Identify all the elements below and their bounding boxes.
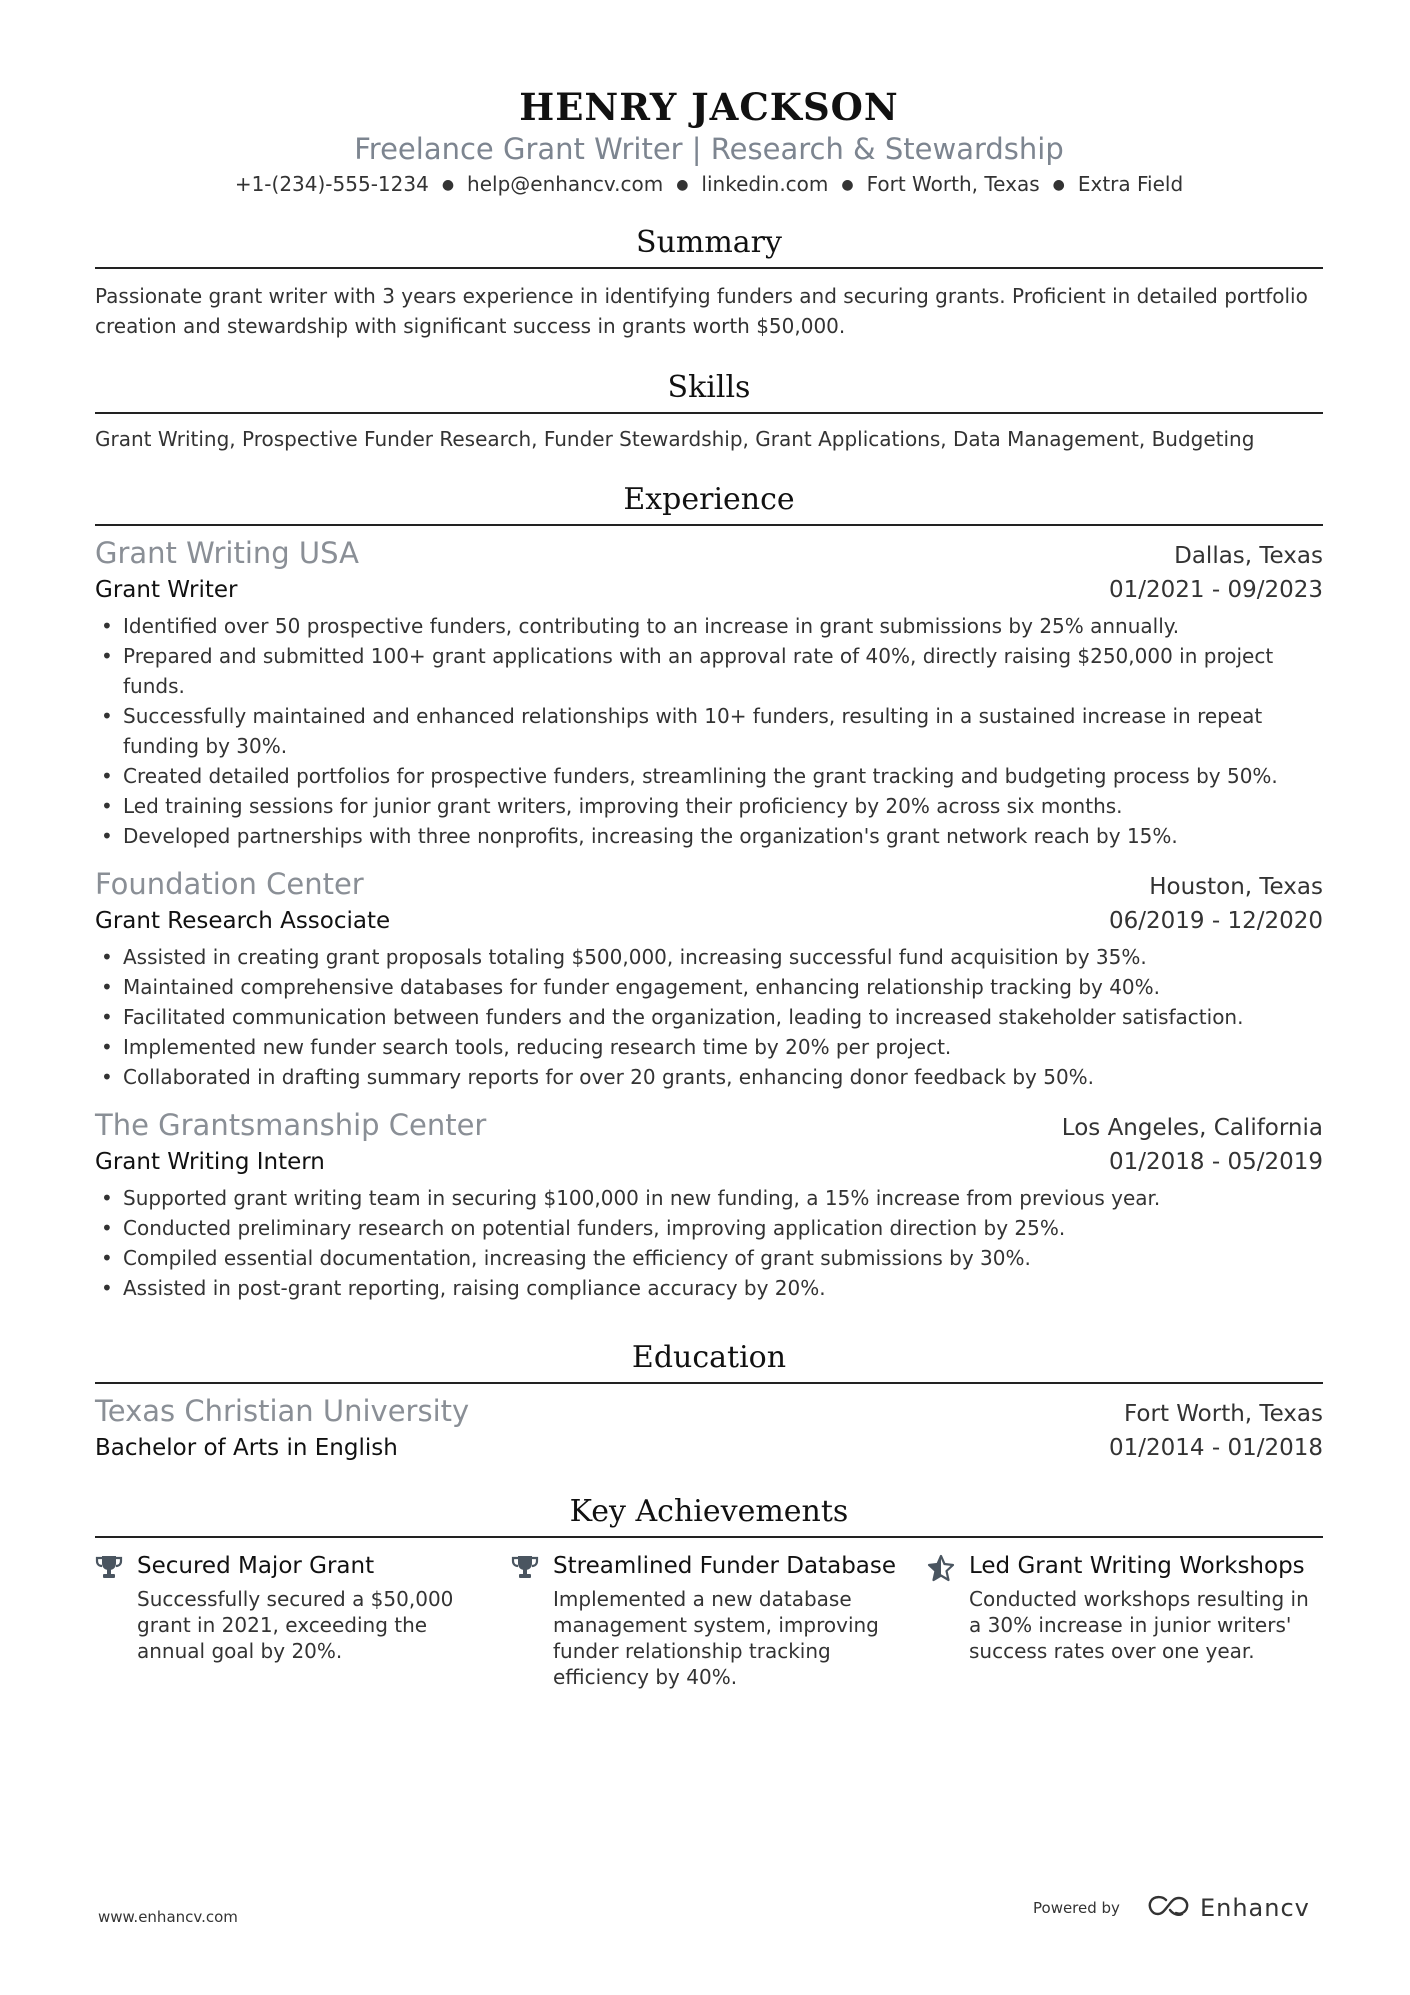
degree: Bachelor of Arts in English xyxy=(95,1435,398,1461)
contact-email: help@enhancv.com xyxy=(467,172,664,196)
entry-header xyxy=(95,1392,1323,1431)
list-item: • Assisted in creating grant proposals totaling $500,000, increasing successful fund acquisition by 35%. xyxy=(95,942,1323,972)
education-section xyxy=(95,1337,1323,1465)
list-item: • Implemented new funder search tools, reducing research time by 20% per project. xyxy=(95,1032,1323,1062)
brand-name: Enhancv xyxy=(1199,1894,1310,1922)
experience-entry xyxy=(95,865,1323,1092)
job-location: Los Angeles, California xyxy=(1061,1115,1323,1141)
company-name: Grant Writing USA xyxy=(95,536,359,570)
education-entry xyxy=(95,1392,1323,1465)
job-title: Grant Writing Intern xyxy=(95,1149,325,1175)
section-title-summary: Summary xyxy=(636,225,782,260)
list-item: • Identified over 50 prospective funders, contributing to an increase in grant submissions by 25% annually. xyxy=(95,611,1323,641)
list-item: • Supported grant writing team in securing $100,000 in new funding, a 15% increase from previous year. xyxy=(95,1183,1323,1213)
contact-linkedin: linkedin.com xyxy=(701,172,829,196)
experience-entry xyxy=(95,534,1323,851)
company-name: Foundation Center xyxy=(95,867,364,901)
enhancv-logo-icon xyxy=(1146,1894,1192,1922)
education-dates: 01/2014 - 01/2018 xyxy=(1108,1435,1323,1461)
job-location: Dallas, Texas xyxy=(1174,543,1323,569)
list-item: • Assisted in post-grant reporting, raising compliance accuracy by 20%. xyxy=(95,1273,1323,1303)
list-item: • Facilitated communication between funders and the organization, leading to increased stakeholder satisfaction. xyxy=(95,1002,1323,1032)
section-title-achievements: Key Achievements xyxy=(569,1494,849,1529)
list-item: • Conducted preliminary research on potential funders, improving application direction by 25%. xyxy=(95,1213,1323,1243)
section-divider xyxy=(95,267,1323,269)
entry-subheader xyxy=(95,1145,1323,1179)
job-bullets xyxy=(95,1183,1323,1303)
achievements-section xyxy=(95,1491,1323,1690)
powered-by-label: Powered by xyxy=(1033,1899,1120,1917)
resume-content xyxy=(95,85,1323,1690)
section-divider xyxy=(95,1536,1323,1538)
contact-line xyxy=(95,169,1323,202)
achievement-item xyxy=(927,1550,1323,1690)
candidate-name: HENRY JACKSON xyxy=(519,85,899,129)
list-item: • Collaborated in drafting summary reports for over 20 grants, enhancing donor feedback by 50%. xyxy=(95,1062,1323,1092)
resume-header xyxy=(95,85,1323,202)
separator-dot: ● xyxy=(841,177,854,193)
experience-section xyxy=(95,479,1323,1303)
entry-subheader xyxy=(95,573,1323,607)
achievements-grid xyxy=(95,1550,1323,1690)
job-title: Grant Writer xyxy=(95,577,238,603)
achievement-desc: Implemented a new database management system, improving funder relationship tracking efficiency by 40%. xyxy=(553,1587,879,1689)
school-name: Texas Christian University xyxy=(95,1394,470,1428)
contact-location: Fort Worth, Texas xyxy=(866,172,1040,196)
list-item: • Led training sessions for junior grant writers, improving their proficiency by 20% across six months. xyxy=(95,791,1323,821)
star-icon xyxy=(927,1550,969,1690)
achievement-title: Secured Major Grant xyxy=(137,1553,375,1579)
separator-dot: ● xyxy=(676,177,689,193)
entry-header xyxy=(95,865,1323,904)
summary-section xyxy=(95,222,1323,341)
trophy-icon xyxy=(511,1550,553,1690)
achievement-desc: Conducted workshops resulting in a 30% increase in junior writers' success rates over one year. xyxy=(969,1587,1309,1663)
achievement-body xyxy=(969,1550,1323,1690)
job-dates: 06/2019 - 12/2020 xyxy=(1108,908,1323,934)
school-location: Fort Worth, Texas xyxy=(1124,1401,1323,1427)
skills-text: Grant Writing, Prospective Funder Research, Funder Stewardship, Grant Applications, Data Management, Budgeting xyxy=(95,427,1255,451)
separator-dot: ● xyxy=(441,177,455,193)
job-dates: 01/2021 - 09/2023 xyxy=(1108,577,1323,603)
list-item: • Maintained comprehensive databases for funder engagement, enhancing relationship tracking by 40%. xyxy=(95,972,1323,1002)
achievement-item xyxy=(511,1550,907,1690)
separator-dot: ● xyxy=(1052,177,1065,193)
list-item: • Compiled essential documentation, increasing the efficiency of grant submissions by 30%. xyxy=(95,1243,1323,1273)
contact-extra: Extra Field xyxy=(1077,172,1184,196)
section-title-skills: Skills xyxy=(667,370,751,405)
list-item: • Created detailed portfolios for prospective funders, streamlining the grant tracking and budgeting process by 50%. xyxy=(95,761,1323,791)
section-divider xyxy=(95,524,1323,526)
list-item: • Successfully maintained and enhanced relationships with 10+ funders, resulting in a sustained increase in repeat funding by 30%. xyxy=(95,701,1323,761)
trophy-icon xyxy=(95,1550,137,1690)
entry-subheader xyxy=(95,904,1323,938)
job-title: Grant Research Associate xyxy=(95,908,391,934)
section-title-education: Education xyxy=(631,1340,787,1375)
experience-entry xyxy=(95,1106,1323,1303)
footer-branding xyxy=(1033,1894,1310,1922)
skills-section xyxy=(95,367,1323,454)
candidate-title: Freelance Grant Writer | Research & Stewardship xyxy=(354,132,1064,166)
achievement-body xyxy=(553,1550,907,1690)
job-bullets xyxy=(95,942,1323,1092)
section-divider xyxy=(95,412,1323,414)
list-item: • Prepared and submitted 100+ grant applications with an approval rate of 40%, directly raising $250,000 in project funds. xyxy=(95,641,1323,701)
footer-website[interactable]: www.enhancv.com xyxy=(98,1908,238,1926)
entry-header xyxy=(95,534,1323,573)
contact-phone: +1-(234)-555-1234 xyxy=(234,172,429,196)
job-bullets xyxy=(95,611,1323,851)
section-divider xyxy=(95,1382,1323,1384)
job-dates: 01/2018 - 05/2019 xyxy=(1108,1149,1323,1175)
achievement-body xyxy=(137,1550,491,1690)
achievement-item xyxy=(95,1550,491,1690)
list-item: • Developed partnerships with three nonprofits, increasing the organization's grant network reach by 15%. xyxy=(95,821,1323,851)
job-location: Houston, Texas xyxy=(1149,874,1323,900)
summary-text: Passionate grant writer with 3 years experience in identifying funders and securing grants. Proficient in detailed portfolio creation and stewardship with significant success in grants worth $50,000. xyxy=(95,284,1308,338)
achievement-title: Led Grant Writing Workshops xyxy=(969,1553,1305,1579)
achievement-desc: Successfully secured a $50,000 grant in 2021, exceeding the annual goal by 20%. xyxy=(137,1587,454,1663)
entry-subheader xyxy=(95,1431,1323,1465)
entry-header xyxy=(95,1106,1323,1145)
achievement-title: Streamlined Funder Database xyxy=(553,1553,897,1579)
company-name: The Grantsmanship Center xyxy=(95,1108,487,1142)
section-title-experience: Experience xyxy=(623,482,795,517)
